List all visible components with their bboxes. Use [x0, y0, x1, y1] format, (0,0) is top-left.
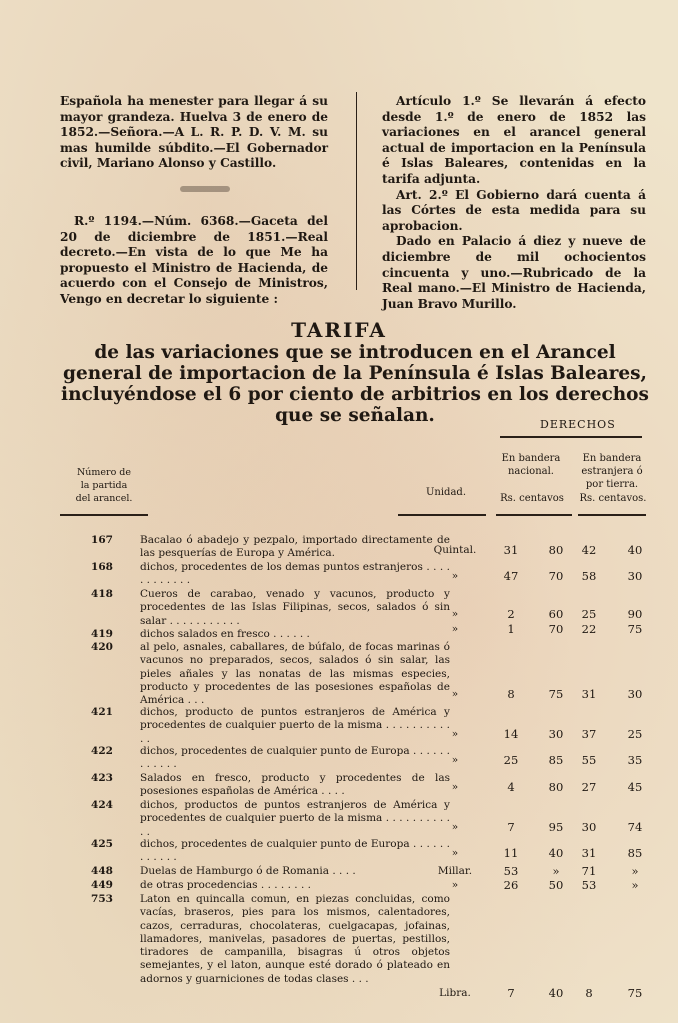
extranjera-centavos: 45	[627, 780, 643, 794]
nacional-reales: 11	[503, 846, 519, 860]
row-unit: Quintal.	[433, 544, 477, 556]
extranjera-centavos: »	[631, 864, 639, 878]
row-description: dichos, producto de puntos estranjeros de América y procedentes de cualquier puerto de la misma . . . . . . . . . . . .	[140, 706, 450, 745]
header-rule-nacional	[496, 514, 572, 516]
partida-number: 449	[91, 879, 113, 891]
nacional-reales: 8	[507, 687, 515, 701]
left-column-decree	[60, 214, 328, 308]
row-description: dichos salados en fresco . . . . . .	[140, 628, 310, 640]
extranjera-centavos: 30	[627, 569, 643, 583]
extranjera-reales: 8	[585, 986, 593, 1000]
nacional-centavos: 40	[548, 986, 564, 1000]
extranjera-centavos: 35	[627, 753, 643, 767]
derechos-rule	[500, 436, 642, 438]
header-extranjera: En bandera estranjera ó por tierra.	[581, 453, 643, 490]
nacional-reales: 7	[507, 986, 515, 1000]
decree-paragraph: R.º 1194.—Núm. 6368.—Gaceta del 20 de diciembre de 1851.—Real decreto.—En vista de lo que Me ha propuesto el Ministro de Hacienda, de acuerdo con el Consejo de Ministros, Vengo en decretar lo siguiente :	[60, 214, 328, 306]
nacional-centavos: »	[552, 864, 560, 878]
extranjera-centavos: »	[631, 878, 639, 892]
nacional-centavos: 85	[548, 753, 564, 767]
extranjera-reales: 25	[581, 607, 597, 621]
row-description: dichos, productos de puntos estranjeros de América y procedentes de cualquier puerto de la misma . . . . . . . . . . . .	[140, 799, 450, 838]
extranjera-reales: 53	[581, 878, 597, 892]
row-description: dichos, procedentes de cualquier punto de Europa . . . . . . . . . . . .	[140, 838, 450, 864]
nacional-centavos: 40	[548, 846, 564, 860]
nacional-centavos: 70	[548, 569, 564, 583]
extranjera-centavos: 30	[627, 687, 643, 701]
row-unit: »	[451, 821, 459, 833]
header-rs-centavos-nacional: Rs. centavos	[500, 493, 564, 504]
nacional-centavos: 80	[548, 543, 564, 557]
row-description: Cueros de carabao, venado y vacunos, producto y procedentes de las Islas Filipinas, secos, salados ó sin salar . . . . . . . . . . .	[140, 588, 450, 627]
row-unit: »	[451, 688, 459, 700]
tarifa-title: TARIFA	[291, 318, 387, 342]
row-description: Duelas de Hamburgo ó de Romania . . . .	[140, 865, 356, 877]
row-unit: »	[451, 879, 459, 891]
partida-number: 422	[91, 745, 113, 757]
header-unidad: Unidad.	[425, 487, 466, 498]
extranjera-centavos: 25	[627, 727, 643, 741]
extranjera-centavos: 75	[627, 986, 643, 1000]
row-description: de otras procedencias . . . . . . . .	[140, 879, 311, 891]
row-unit: Millar.	[437, 865, 473, 877]
nacional-centavos: 50	[548, 878, 564, 892]
nacional-centavos: 30	[548, 727, 564, 741]
extranjera-reales: 31	[581, 687, 597, 701]
partida-number: 421	[91, 706, 113, 718]
left-column	[60, 94, 328, 172]
row-unit: »	[451, 781, 459, 793]
extranjera-reales: 42	[581, 543, 597, 557]
nacional-reales: 4	[507, 780, 515, 794]
nacional-reales: 2	[507, 607, 515, 621]
row-unit: »	[451, 847, 459, 859]
article-2: Art. 2.º El Gobierno dará cuenta á las Córtes de esta medida para su aprobacion.	[382, 187, 646, 233]
extranjera-reales: 22	[581, 622, 597, 636]
row-description: dichos, procedentes de los demas puntos estranjeros . . . . . . . . . . . .	[140, 561, 450, 587]
nacional-centavos: 70	[548, 622, 564, 636]
row-unit: »	[451, 728, 459, 740]
extranjera-reales: 30	[581, 820, 597, 834]
partida-number: 419	[91, 628, 113, 640]
extranjera-centavos: 90	[627, 607, 643, 621]
extranjera-centavos: 40	[627, 543, 643, 557]
partida-number: 424	[91, 799, 113, 811]
nacional-centavos: 60	[548, 607, 564, 621]
nacional-reales: 14	[503, 727, 519, 741]
article-1: Artículo 1.º Se llevarán á efecto desde 1.º de enero de 1852 las variaciones en el arancel general actual de importacion en la Península é Islas Baleares, contenidas en la tarifa adjunta.	[382, 94, 646, 186]
row-unit: »	[451, 623, 459, 635]
nacional-reales: 31	[503, 543, 519, 557]
extranjera-centavos: 74	[627, 820, 643, 834]
nacional-reales: 47	[503, 569, 519, 583]
nacional-reales: 25	[503, 753, 519, 767]
extranjera-reales: 71	[581, 864, 597, 878]
dado-paragraph: Dado en Palacio á diez y nueve de diciembre de mil ochocientos cincuenta y uno.—Rubricado de la Real mano.—El Ministro de Hacienda, Juan Bravo Murillo.	[382, 234, 646, 311]
partida-number: 423	[91, 772, 113, 784]
nacional-centavos: 75	[548, 687, 564, 701]
row-unit: Libra.	[439, 987, 471, 999]
header-rule-left	[60, 514, 148, 516]
row-description: al pelo, asnales, caballares, de búfalo, de focas marinas ó vacunos no preparados, secos, salados ó sin salar, las pieles añales y las nonatas de las mismas especies, producto y procedentes de las posesiones españolas de América . . .	[140, 641, 450, 707]
nacional-reales: 7	[507, 820, 515, 834]
letter-closing-paragraph: Española ha menester para llegar á su mayor grandeza. Huelva 3 de enero de 1852.—Señora.—A L. R. P. D. V. M. su mas humilde súbdito.—El Gobernador civil, Mariano Alonso y Castillo.	[60, 94, 328, 171]
column-divider	[356, 92, 357, 290]
extranjera-centavos: 75	[627, 622, 643, 636]
header-rs-centavos-extranjera: Rs. centavos.	[579, 493, 647, 504]
partida-number: 168	[91, 561, 113, 573]
extranjera-reales: 31	[581, 846, 597, 860]
nacional-reales: 26	[503, 878, 519, 892]
row-unit: »	[451, 570, 459, 582]
header-nacional: En bandera nacional.	[501, 453, 561, 477]
extranjera-reales: 37	[581, 727, 597, 741]
header-rule-unidad	[398, 514, 486, 516]
header-numero: Número de la partida del arancel.	[75, 467, 133, 504]
extranjera-reales: 55	[581, 753, 597, 767]
row-description: Salados en fresco, producto y procedentes de las posesiones españolas de América . . . .	[140, 772, 450, 798]
row-description: dichos, procedentes de cualquier punto de Europa . . . . . . . . . . . .	[140, 745, 450, 771]
row-description: Bacalao ó abadejo y pezpalo, importado directamente de las pesquerías de Europa y América.	[140, 534, 450, 560]
derechos-heading: DERECHOS	[540, 418, 616, 431]
tarifa-subtitle: de las variaciones que se introducen en el Arancel general de importacion de la Península é Islas Baleares, incluyéndose el 6 por ciento de arbitrios en los derechos que se señalan.	[61, 342, 649, 426]
row-unit: »	[451, 608, 459, 620]
partida-number: 425	[91, 838, 113, 850]
nacional-centavos: 80	[548, 780, 564, 794]
row-unit: »	[451, 754, 459, 766]
extranjera-reales: 58	[581, 569, 597, 583]
partida-number: 448	[91, 865, 113, 877]
divider-ornament	[180, 186, 230, 192]
partida-number: 167	[91, 534, 113, 546]
nacional-reales: 1	[507, 622, 515, 636]
nacional-centavos: 95	[548, 820, 564, 834]
row-description: Laton en quincalla comun, en piezas concluidas, como vacías, braseros, pies para los mismos, calentadores, cazos, cerraduras, chocolateras, cuelgacapas, jofainas, llamadores, manivelas, pasadores de puertas, pestillos, tiradores de campanilla, bisagras ú otros objetos semejantes, y el laton, aunque esté dorado ó plateado en adornos y guarniciones de todas clases . . .	[140, 893, 450, 985]
nacional-reales: 53	[503, 864, 519, 878]
partida-number: 418	[91, 588, 113, 600]
partida-number: 753	[91, 893, 113, 905]
extranjera-centavos: 85	[627, 846, 643, 860]
right-column	[382, 94, 646, 312]
extranjera-reales: 27	[581, 780, 597, 794]
header-rule-extranjera	[578, 514, 646, 516]
partida-number: 420	[91, 641, 113, 653]
